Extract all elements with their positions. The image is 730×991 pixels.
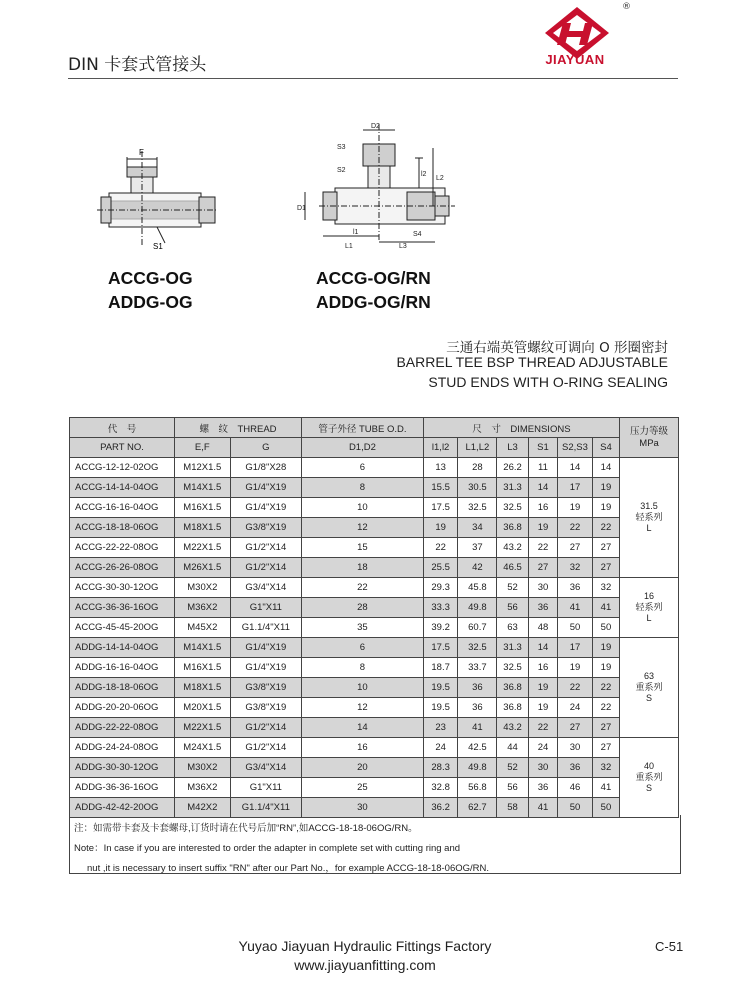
table-cell: 24: [528, 738, 557, 758]
table-cell: 17: [558, 478, 593, 498]
table-row: [70, 778, 679, 798]
table-cell: 18: [302, 558, 424, 578]
table-cell: 16: [528, 658, 557, 678]
table-cell: M12X1.5: [174, 458, 230, 478]
table-cell: M16X1.5: [174, 498, 230, 518]
part-number-cell: ACCG-26-26-08OG: [70, 558, 175, 578]
table-cell: 23: [423, 718, 458, 738]
footer-website[interactable]: www.jiayuanfitting.com: [294, 957, 436, 973]
part-number-cell: ADDG-22-22-08OG: [70, 718, 175, 738]
table-cell: 58: [497, 798, 528, 818]
table-cell: 16: [528, 498, 557, 518]
table-cell: 36.8: [497, 698, 528, 718]
table-cell: 19: [592, 658, 619, 678]
tee-drawing-og-rn: [295, 118, 465, 258]
part-number-cell: ADDG-14-14-04OG: [70, 638, 175, 658]
table-cell: 17.5: [423, 638, 458, 658]
table-cell: 29.3: [423, 578, 458, 598]
table-cell: 32: [558, 558, 593, 578]
table-cell: 27: [558, 538, 593, 558]
table-cell: 11: [528, 458, 557, 478]
header-s4: S4: [592, 438, 619, 458]
label-s2: S2: [337, 167, 346, 174]
table-cell: 30: [302, 798, 424, 818]
table-cell: 22: [592, 678, 619, 698]
table-cell: 27: [558, 718, 593, 738]
table-cell: 25: [302, 778, 424, 798]
header-L12: L1,L2: [458, 438, 497, 458]
table-row: [70, 658, 679, 678]
table-cell: M22X1.5: [174, 718, 230, 738]
table-cell: 19: [592, 638, 619, 658]
table-cell: 32.5: [458, 638, 497, 658]
table-cell: 49.8: [458, 758, 497, 778]
table-cell: 36: [528, 598, 557, 618]
table-cell: 30: [528, 758, 557, 778]
table-cell: M30X2: [174, 758, 230, 778]
table-cell: 22: [302, 578, 424, 598]
table-cell: 32.5: [497, 498, 528, 518]
table-cell: 44: [497, 738, 528, 758]
part-number-cell: ADDG-24-24-08OG: [70, 738, 175, 758]
table-cell: 19: [558, 498, 593, 518]
table-cell: 43.2: [497, 538, 528, 558]
table-row: [70, 738, 679, 758]
table-cell: G3/4"X14: [230, 578, 301, 598]
table-cell: M14X1.5: [174, 638, 230, 658]
table-cell: 27: [592, 738, 619, 758]
table-cell: 14: [558, 458, 593, 478]
header-s23: S2,S3: [558, 438, 593, 458]
table-cell: G1/4"X19: [230, 658, 301, 678]
table-cell: 8: [302, 478, 424, 498]
table-cell: 30.5: [458, 478, 497, 498]
table-cell: 33.3: [423, 598, 458, 618]
table-row: [70, 718, 679, 738]
table-cell: 27: [592, 538, 619, 558]
table-cell: 14: [302, 718, 424, 738]
note-en-line1: Note：In case if you are interested to order the adapter in complete set with cutting ring and: [74, 843, 461, 854]
pressure-rating-cell: [620, 458, 679, 578]
table-cell: G1/4"X19: [230, 478, 301, 498]
part-number-cell: ACCG-30-30-12OG: [70, 578, 175, 598]
pressure-code: L: [646, 613, 652, 623]
table-cell: 41: [592, 778, 619, 798]
table-cell: 22: [592, 518, 619, 538]
model-name: ADDG-OG: [108, 292, 193, 312]
table-cell: M30X2: [174, 578, 230, 598]
table-cell: M36X2: [174, 598, 230, 618]
table-cell: 36.8: [497, 518, 528, 538]
header-divider: [68, 78, 678, 79]
label-d1: D1: [297, 205, 306, 212]
table-cell: 56: [497, 598, 528, 618]
table-cell: 12: [302, 698, 424, 718]
pressure-value: 31.5: [640, 501, 658, 511]
label-l2: L2: [436, 175, 444, 182]
model-name: ACCG-OG/RN: [316, 268, 431, 288]
part-number-cell: ACCG-18-18-06OG: [70, 518, 175, 538]
table-cell: G3/8"X19: [230, 518, 301, 538]
table-cell: 50: [558, 798, 593, 818]
part-number-cell: ACCG-22-22-08OG: [70, 538, 175, 558]
table-cell: 19.5: [423, 678, 458, 698]
table-cell: 31.3: [497, 638, 528, 658]
table-cell: 32.5: [458, 498, 497, 518]
table-cell: 37: [458, 538, 497, 558]
header-l3: L3: [497, 438, 528, 458]
table-cell: 32: [592, 578, 619, 598]
footer-company: Yuyao Jiayuan Hydraulic Fittings Factory: [238, 938, 492, 954]
table-cell: 52: [497, 578, 528, 598]
table-cell: 28: [302, 598, 424, 618]
table-cell: 46.5: [497, 558, 528, 578]
table-cell: G1/2"X14: [230, 718, 301, 738]
table-cell: 32.8: [423, 778, 458, 798]
label-l2-small: l2: [421, 171, 427, 178]
page-title: DIN 卡套式管接头: [68, 55, 207, 75]
pressure-value: 40: [644, 761, 655, 771]
table-cell: 14: [592, 458, 619, 478]
table-cell: G1"X11: [230, 598, 301, 618]
table-cell: 62.7: [458, 798, 497, 818]
description-en-line1: BARREL TEE BSP THREAD ADJUSTABLE: [396, 354, 668, 370]
table-cell: 56: [497, 778, 528, 798]
table-cell: M42X2: [174, 798, 230, 818]
header-dimensions: 尺 寸 DIMENSIONS: [423, 418, 619, 438]
table-cell: 19: [528, 518, 557, 538]
table-cell: 24: [423, 738, 458, 758]
table-cell: 20: [302, 758, 424, 778]
part-number-cell: ADDG-36-36-16OG: [70, 778, 175, 798]
part-number-cell: ACCG-45-45-20OG: [70, 618, 175, 638]
table-cell: M36X2: [174, 778, 230, 798]
table-cell: 19.5: [423, 698, 458, 718]
table-cell: 19: [592, 498, 619, 518]
table-cell: 33.7: [458, 658, 497, 678]
brand-name: JIAYUAN: [545, 52, 605, 67]
table-cell: 13: [423, 458, 458, 478]
table-cell: 36: [458, 698, 497, 718]
header-ef: E,F: [174, 438, 230, 458]
table-cell: 27: [592, 558, 619, 578]
table-cell: M20X1.5: [174, 698, 230, 718]
label-f: F: [139, 148, 144, 157]
label-s1: S1: [153, 242, 163, 251]
pressure-code: S: [646, 693, 653, 703]
table-row: [70, 458, 679, 478]
table-cell: G1.1/4"X11: [230, 798, 301, 818]
part-number-cell: ADDG-30-30-12OG: [70, 758, 175, 778]
table-cell: 22: [558, 678, 593, 698]
table-cell: M18X1.5: [174, 678, 230, 698]
table-cell: 35: [302, 618, 424, 638]
table-row: [70, 578, 679, 598]
table-row: [70, 618, 679, 638]
table-cell: G3/4"X14: [230, 758, 301, 778]
table-cell: 56.8: [458, 778, 497, 798]
table-row: [70, 538, 679, 558]
header-tube: 管子外径 TUBE O.D.: [302, 418, 424, 438]
table-cell: 19: [528, 678, 557, 698]
table-cell: 27: [592, 718, 619, 738]
table-cell: 15: [302, 538, 424, 558]
table-cell: 14: [528, 638, 557, 658]
label-l1-small: l1: [353, 229, 359, 236]
table-cell: M18X1.5: [174, 518, 230, 538]
pressure-series: 重系列: [635, 772, 663, 782]
table-cell: M24X1.5: [174, 738, 230, 758]
pressure-rating-cell: [620, 738, 679, 818]
table-cell: 63: [497, 618, 528, 638]
pressure-value: 63: [644, 671, 655, 681]
table-cell: 50: [558, 618, 593, 638]
table-cell: 24: [558, 698, 593, 718]
model-name: ADDG-OG/RN: [316, 292, 431, 312]
table-row: [70, 498, 679, 518]
table-cell: 43.2: [497, 718, 528, 738]
table-cell: 16: [302, 738, 424, 758]
table-cell: G1.1/4"X11: [230, 618, 301, 638]
table-cell: 22: [528, 538, 557, 558]
pressure-code: L: [646, 523, 652, 533]
description-en-line2: STUD ENDS WITH O-RING SEALING: [428, 374, 668, 390]
table-cell: 12: [302, 518, 424, 538]
table-cell: M26X1.5: [174, 558, 230, 578]
label-d2: D2: [371, 123, 380, 130]
header-pressure: 压力等级 MPa: [620, 418, 679, 458]
table-cell: 19: [528, 698, 557, 718]
model-name: ACCG-OG: [108, 268, 193, 288]
part-number-cell: ADDG-16-16-04OG: [70, 658, 175, 678]
table-cell: 30: [528, 578, 557, 598]
table-row: [70, 638, 679, 658]
table-cell: 50: [592, 618, 619, 638]
table-cell: G1/2"X14: [230, 738, 301, 758]
pressure-series: 轻系列: [635, 512, 663, 522]
table-cell: 48: [528, 618, 557, 638]
page-number: C-51: [655, 939, 684, 954]
table-cell: G1"X11: [230, 778, 301, 798]
table-cell: 36.2: [423, 798, 458, 818]
label-s4: S4: [413, 231, 422, 238]
pressure-code: S: [646, 783, 653, 793]
tee-drawing-og: [95, 145, 220, 255]
header-d: D1,D2: [302, 438, 424, 458]
table-cell: M14X1.5: [174, 478, 230, 498]
table-cell: 39.2: [423, 618, 458, 638]
pressure-series: 轻系列: [635, 602, 663, 612]
table-cell: M45X2: [174, 618, 230, 638]
part-number-cell: ACCG-14-14-04OG: [70, 478, 175, 498]
header-s1: S1: [528, 438, 557, 458]
table-cell: G3/8"X19: [230, 698, 301, 718]
table-cell: 34: [458, 518, 497, 538]
table-cell: 15.5: [423, 478, 458, 498]
table-cell: 41: [458, 718, 497, 738]
table-cell: 41: [528, 798, 557, 818]
table-cell: G1/2"X14: [230, 538, 301, 558]
part-number-cell: ADDG-20-20-06OG: [70, 698, 175, 718]
table-cell: 27: [528, 558, 557, 578]
table-cell: G1/4"X19: [230, 638, 301, 658]
pressure-series: 重系列: [635, 682, 663, 692]
header-part-no: PART NO.: [70, 438, 175, 458]
table-cell: 28: [458, 458, 497, 478]
part-number-cell: ACCG-16-16-04OG: [70, 498, 175, 518]
table-cell: 30: [558, 738, 593, 758]
table-row: [70, 758, 679, 778]
note-cn: 注：如需带卡套及卡套螺母,订货时请在代号后加“RN”,如ACCG-18-18-06OG/RN。: [74, 823, 418, 834]
table-cell: 50: [592, 798, 619, 818]
table-cell: 32: [592, 758, 619, 778]
table-cell: 45.8: [458, 578, 497, 598]
table-cell: 41: [558, 598, 593, 618]
table-cell: 31.3: [497, 478, 528, 498]
table-cell: 42.5: [458, 738, 497, 758]
part-number-cell: ACCG-12-12-02OG: [70, 458, 175, 478]
table-cell: 36: [458, 678, 497, 698]
table-cell: 41: [592, 598, 619, 618]
table-cell: 22: [558, 518, 593, 538]
table-cell: 19: [592, 478, 619, 498]
table-cell: G1/2"X14: [230, 558, 301, 578]
table-row: [70, 598, 679, 618]
table-cell: 17.5: [423, 498, 458, 518]
table-cell: 19: [558, 658, 593, 678]
table-cell: 19: [423, 518, 458, 538]
table-cell: M16X1.5: [174, 658, 230, 678]
table-cell: 36: [528, 778, 557, 798]
table-cell: 42: [458, 558, 497, 578]
label-l1: L1: [345, 243, 353, 250]
part-number-cell: ACCG-36-36-16OG: [70, 598, 175, 618]
table-cell: 14: [528, 478, 557, 498]
table-cell: G3/8"X19: [230, 678, 301, 698]
trademark-symbol: ®: [622, 2, 631, 12]
table-cell: 60.7: [458, 618, 497, 638]
table-cell: G1/4"X19: [230, 498, 301, 518]
table-cell: 26.2: [497, 458, 528, 478]
table-cell: 10: [302, 498, 424, 518]
table-cell: 28.3: [423, 758, 458, 778]
table-row: [70, 478, 679, 498]
table-cell: 36: [558, 578, 593, 598]
header-g: G: [230, 438, 301, 458]
pressure-rating-cell: [620, 578, 679, 638]
label-s3: S3: [337, 144, 346, 151]
table-cell: 36.8: [497, 678, 528, 698]
table-cell: 18.7: [423, 658, 458, 678]
table-cell: 49.8: [458, 598, 497, 618]
table-cell: 6: [302, 638, 424, 658]
table-cell: M22X1.5: [174, 538, 230, 558]
table-cell: 46: [558, 778, 593, 798]
table-cell: G1/8"X28: [230, 458, 301, 478]
table-row: [70, 518, 679, 538]
header-thread: 螺 纹 THREAD: [174, 418, 301, 438]
description-cn: 三通右端英管螺纹可调向 O 形圈密封: [446, 340, 668, 356]
header-l12: l1,l2: [423, 438, 458, 458]
table-row: [70, 558, 679, 578]
table-cell: 22: [528, 718, 557, 738]
header-part: 代 号: [70, 418, 175, 438]
spec-table: [69, 417, 679, 818]
pressure-rating-cell: [620, 638, 679, 738]
label-l3: L3: [399, 243, 407, 250]
table-cell: 22: [423, 538, 458, 558]
pressure-value: 16: [644, 591, 655, 601]
table-row: [70, 698, 679, 718]
table-cell: 6: [302, 458, 424, 478]
table-cell: 32.5: [497, 658, 528, 678]
table-cell: 10: [302, 678, 424, 698]
table-row: [70, 678, 679, 698]
table-cell: 36: [558, 758, 593, 778]
table-cell: 22: [592, 698, 619, 718]
table-cell: 25.5: [423, 558, 458, 578]
table-cell: 17: [558, 638, 593, 658]
notes-box: [69, 815, 681, 874]
part-number-cell: ADDG-42-42-20OG: [70, 798, 175, 818]
part-number-cell: ADDG-18-18-06OG: [70, 678, 175, 698]
note-en-line2: nut ,it is necessary to insert suffix "RN" after our Part No.，for example ACCG-18-18-06OG/RN.: [87, 863, 490, 874]
table-cell: 8: [302, 658, 424, 678]
table-cell: 52: [497, 758, 528, 778]
